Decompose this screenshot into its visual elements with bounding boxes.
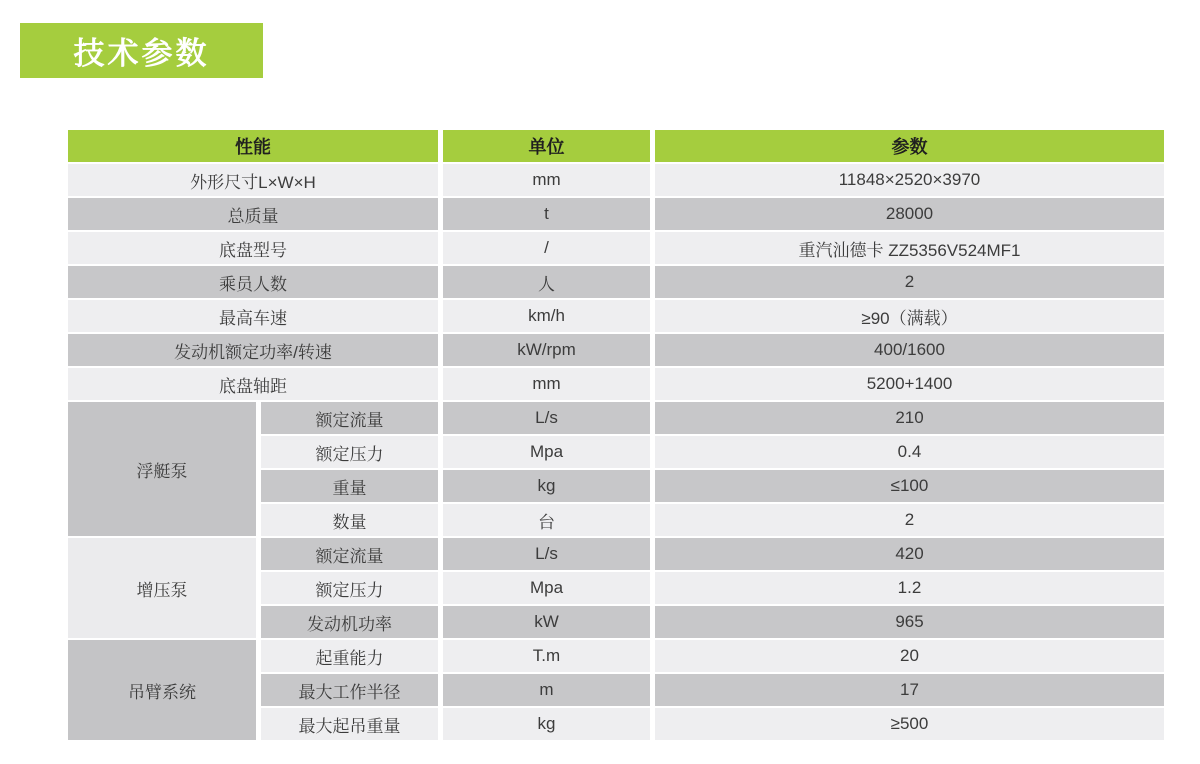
header-cell-parameter: 参数 [655,130,1164,162]
spec-unit-cell: Mpa [443,572,650,604]
spec-label-cell: 发动机额定功率/转速 [68,334,438,366]
spec-value-cell: 420 [655,538,1164,570]
spec-label-cell: 数量 [261,504,438,536]
spec-label-cell: 额定压力 [261,436,438,468]
spec-label-cell: 最大工作半径 [261,674,438,706]
spec-label-cell: 底盘型号 [68,232,438,264]
spec-unit-cell: L/s [443,538,650,570]
spec-value-cell: 28000 [655,198,1164,230]
spec-unit-cell: Mpa [443,436,650,468]
spec-label-cell: 外形尺寸L×W×H [68,164,438,196]
spec-unit-cell: m [443,674,650,706]
spec-value-cell: 2 [655,504,1164,536]
spec-unit-cell: kg [443,470,650,502]
spec-value-cell: ≥500 [655,708,1164,740]
spec-unit-cell: mm [443,368,650,400]
page-title-badge [20,23,263,78]
spec-value-cell: 11848×2520×3970 [655,164,1164,196]
spec-label-cell: 最高车速 [68,300,438,332]
spec-value-cell: 重汽汕德卡 ZZ5356V524MF1 [655,232,1164,264]
group-cell: 增压泵 [68,538,256,638]
spec-value-cell: 0.4 [655,436,1164,468]
group-cell: 浮艇泵 [68,402,256,536]
spec-label-cell: 额定流量 [261,538,438,570]
spec-value-cell: 5200+1400 [655,368,1164,400]
spec-unit-cell: km/h [443,300,650,332]
spec-unit-cell: L/s [443,402,650,434]
spec-label-cell: 最大起吊重量 [261,708,438,740]
spec-unit-cell: kW [443,606,650,638]
spec-unit-cell: T.m [443,640,650,672]
spec-label-cell: 底盘轴距 [68,368,438,400]
spec-value-cell: ≤100 [655,470,1164,502]
page-title: 技术参数 [73,36,210,71]
spec-unit-cell: mm [443,164,650,196]
spec-unit-cell: / [443,232,650,264]
header-cell-performance: 性能 [68,130,438,162]
spec-unit-cell: 人 [443,266,650,298]
spec-value-cell: 17 [655,674,1164,706]
spec-label-cell: 发动机功率 [261,606,438,638]
spec-label-cell: 重量 [261,470,438,502]
spec-label-cell: 乘员人数 [68,266,438,298]
spec-label-cell: 额定压力 [261,572,438,604]
spec-unit-cell: kW/rpm [443,334,650,366]
header-cell-unit: 单位 [443,130,650,162]
spec-value-cell: 1.2 [655,572,1164,604]
spec-value-cell: 400/1600 [655,334,1164,366]
spec-table [68,130,1164,740]
spec-value-cell: ≥90（满载） [655,300,1164,332]
spec-unit-cell: 台 [443,504,650,536]
spec-value-cell: 20 [655,640,1164,672]
spec-value-cell: 965 [655,606,1164,638]
spec-label-cell: 总质量 [68,198,438,230]
spec-value-cell: 2 [655,266,1164,298]
spec-label-cell: 额定流量 [261,402,438,434]
group-cell: 吊臂系统 [68,640,256,740]
spec-value-cell: 210 [655,402,1164,434]
spec-unit-cell: t [443,198,650,230]
spec-unit-cell: kg [443,708,650,740]
spec-label-cell: 起重能力 [261,640,438,672]
